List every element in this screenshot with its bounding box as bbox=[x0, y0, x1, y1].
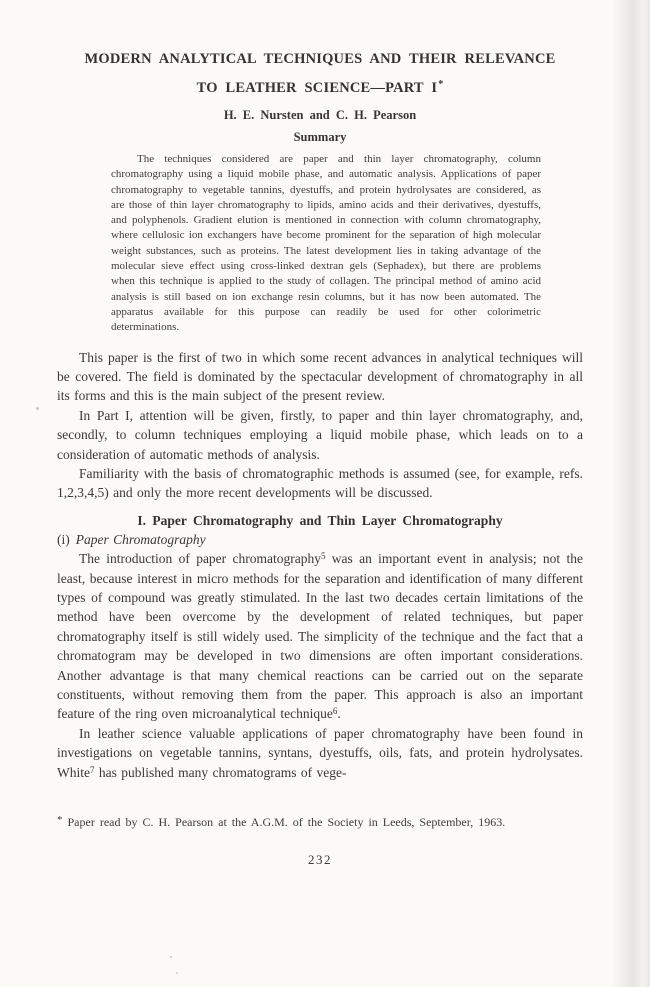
article-content bbox=[57, 0, 583, 868]
subsection-heading bbox=[57, 530, 583, 549]
footnote-text: Paper read by C. H. Pearson at the A.G.M. of the Society in Leeds, September, 1963. bbox=[67, 815, 506, 830]
body-paragraph: Familiarity with the basis of chromatographic methods is assumed (see, for example, refs. 1,2,3,4,5) and only the more recent developments will be discussed. bbox=[57, 466, 583, 501]
body-paragraph: The introduction of paper chromatography$^5$ was an important event in analysis; not the least, because interest in micro methods for the separation and identification of many different types of compound was greatly stimulated. In the last two decades certain limitations of the method have been overcome by the development of related techniques, but paper chromatography itself is still widely used. The simplicity of the technique and the fact that a chromatogram may be developed in two dimensions are often important considerations. Another advantage is that many chemical reactions can be carried out on the separate constituents, without removing them from the paper. This approach is also an important feature of the ring oven microanalytical technique$^6$. bbox=[57, 551, 583, 722]
title-line-1: MODERN ANALYTICAL TECHNIQUES AND THEIR RELEVANCE bbox=[84, 51, 556, 67]
byline: H. E. Nursten and C. H. Pearson bbox=[223, 108, 417, 122]
body-paragraph: In Part I, attention will be given, firstly, to paper and thin layer chromatography, and, secondly, to column techniques employing a liquid mobile phase, which leads on to a consideration of automatic methods of analysis. bbox=[57, 407, 583, 462]
section-heading: I. Paper Chromatography and Thin Layer Chromatography bbox=[137, 512, 503, 528]
title-line-2 bbox=[57, 72, 583, 101]
subsection-title: Paper Chromatography bbox=[75, 531, 206, 547]
summary-text: The techniques considered are paper and thin layer chromatography, column chromatography using a liquid mobile phase, and automatic analysis. Applications of paper chromatography to vegetable tannins, dyestuffs, and protein hydrolysates are considered, as are those of thin layer chromatography to lipids, amino acids and their derivatives, dyestuffs, and polyphenols. Gradient elution is mentioned in connection with column chromatography, where cellulosic ion exchangers have become prominent for the separation of high molecular weight substances, such as proteins. The latest development lies in taking advantage of the molecular sieve effect using cross-linked dextran gels (Sephadex), but there are problems when this technique is applied to the study of collagen. The principal method of amino acid analysis is still based on ion exchange resin columns, but it has now been automated. The apparatus available for this purpose can readily be used for other colorimetric determinations. bbox=[111, 153, 541, 334]
page-number: 232 bbox=[308, 852, 332, 868]
title-line-2-text: TO LEATHER SCIENCE—PART I bbox=[196, 80, 438, 96]
introduction-section bbox=[57, 348, 583, 503]
section-body bbox=[57, 549, 583, 782]
footnote bbox=[57, 812, 583, 830]
scan-speck bbox=[176, 972, 178, 974]
body-paragraph: This paper is the first of two in which some recent advances in analytical techniques will be covered. The field is dominated by the spectacular development of chromatography in all its forms and this is the main subject of the present review. bbox=[57, 349, 583, 404]
scan-speck bbox=[170, 956, 172, 958]
body-paragraph: In leather science valuable applications of paper chromatography have been found in investigations on vegetable tannins, syntans, dyestuffs, oils, fats, and protein hydrolysates. White$^7$ has published many chromatograms of vege- bbox=[57, 725, 583, 780]
scan-speck bbox=[36, 407, 39, 410]
summary-heading: Summary bbox=[293, 130, 347, 144]
subsection-label: (i) bbox=[57, 531, 70, 547]
footnote-marker-reference: * bbox=[438, 79, 444, 90]
scan-edge-shadow bbox=[612, 0, 650, 987]
footnote-marker: * bbox=[57, 814, 63, 827]
article-title bbox=[57, 47, 583, 101]
